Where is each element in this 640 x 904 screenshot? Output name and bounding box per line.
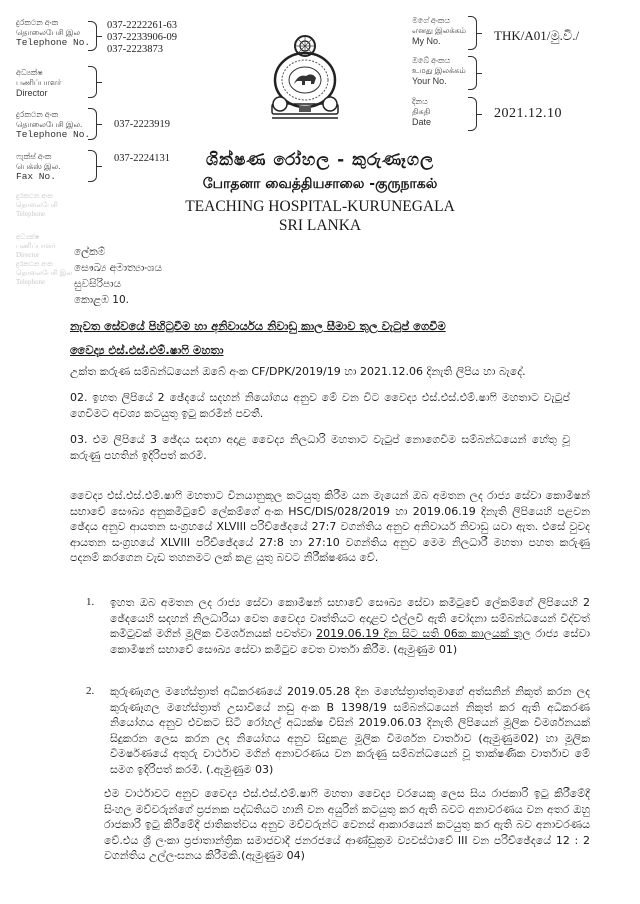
telephone-label-2: දුරකථන අංක தொலைபேசி இல. Telephone No. <box>16 110 91 140</box>
brace-icon <box>88 108 97 140</box>
brace-icon <box>88 66 97 98</box>
telephone-label-1: දුරකථන අංක தொலைபேசி இல Telephone No. <box>16 18 91 48</box>
national-emblem-icon <box>262 32 348 120</box>
list-number-2: 2. <box>86 685 95 697</box>
addressee-block: ලේකම් සෞඛ්‍ය අමාත්‍යාංශය සුවසිරිපාය කොළඹ 10. <box>74 246 162 306</box>
paragraph-final: එම වාර්ථාවට අනුව වෛද්‍ය එස්.එස්.එම්.ෂාෆි මහතා වෛද්‍ය වරයෙකු ලෙස සිය රාජකාරි ඉටු කිරීමේදී සිංහල මව්වරුන්ගේ ප්‍රජනක පද්ධතියට හානි වන අයුරින් කටයුතු කර ඇති බවට අනාවරණය වන අතර ඔහු රාජකාරි ඉටු කිරීමේදී ජාතිකත්වය අනුව මව්වරුන්ට වෙනස් ආකාරයෙන් කටයුතු කර ඇති බව අනාවරණය වේ.එය ශ්‍රී ලංකා ප්‍රජාතාන්ත්‍රික සමාජවාදී ජනරජයේ ආණ්ඩුක්‍රම ව්‍යවස්ථාවේ III වන පරිච්ඡේදයේ 12 : 2 වගන්තිය උල්ලංඝනය කිරීමකි.(ඇමුණුම 04) <box>104 787 590 863</box>
list-item-1: ඉහත ඔබ අමතන ලද රාජ්‍ය සේවා කොමිෂන් සභාවේ සෞඛ්‍ය සේවා කමිටුවේ ලේකම්ගේ ලිපියෙහි 2 ඡේදයෙහි සදහන් නිලධාරියා වෙත වෛද්‍ය වෘත්තියට අදාළව එල්ලවී ඇති චෝදනා සම්බන්ධයෙන් විද්වත් කමිටුවක් මගින් මූලික විමර්ශනයක් පවත්වා 2019.06.19 දින සිට සති 06ක කාලයක් තුල රාජ්‍ය සේවා කොමිෂන් සභාවේ සෞඛ්‍ය සේවා කමිටුව වෙත වාර්තා කිරීම. (ඇමුණුම 01) <box>110 596 590 656</box>
brace-icon <box>88 21 97 51</box>
paragraph-02: 02. ඉහත ලිපියේ 2 ඡේදයේ සදහන් නියෝගය අනුව මේ වන විට වෛද්‍ය එස්.එස්.එම්.ෂාෆි මහතාට වැටුප් ගෙවීමට අවශ්‍ය කටයුතු ඉටු කරමින් පවතී. <box>70 391 570 420</box>
fax-label: ෆැක්ස් අංක பெக்ஸ் இல. Fax No. <box>16 152 61 182</box>
fax-value: 037-2224131 <box>114 153 170 164</box>
hospital-name-english: TEACHING HOSPITAL-KURUNEGALA <box>185 198 455 215</box>
your-no-label: ඔබේ අංකය உமது இலக்கம் Your No. <box>412 56 466 86</box>
list-item-2: කුරුණෑගල මහේස්ත්‍රාත් අධිකරණයේ 2019.05.28 දින මහේස්ත්‍රාත්තුමාගේ අත්සනින් නිකුත් කරන ලද කුරුණෑගල මහේස්ත්‍රාත් උසාවියේ නඩු අංක B 1398/19 සම්බන්ධයෙන් නිකුත් කර ඇති අධිකරණ නියෝගය අනුව එවකට සිටි රෝහල් අධ්‍යක්ෂ විසින් 2019.06.03 දිනැති ලිපියෙන් මූලික විමර්ශනයක් සිදුකරන ලෙස කරන ලද නියෝගය අනුව සිදුකළ මූලික විමර්ශන වාර්තාව (ඇමුණුම02) හා මූලික විමර්ෂණයේ අතුරු වාර්ථාව මගින් අනාවරණය වන කරුණු සම්බන්ධයෙන් වූ තාක්ෂණික වාර්තාව මේ සමග ඉදිරිපත් කරමි. (.ඇමුණුම 03) <box>110 685 590 776</box>
country-name: SRI LANKA <box>278 217 362 234</box>
brace-icon <box>468 97 477 131</box>
date-label: දිනය திகதி Date <box>412 97 432 127</box>
list-number-1: 1. <box>86 596 95 608</box>
telephone-value-2: 037-2223919 <box>114 119 170 130</box>
hospital-name-tamil: போதனா வைத்தியசாலை -குருநாகல் <box>202 176 438 192</box>
paragraph-main: වෛද්‍ය එස්.එස්.එම්.ෂාෆි මහතාට විනයානුකූල කටයුතු කිරීම යන මැයෙන් ඔබ අමතන ලද රාජ්‍ය සේවා කොමිෂන් සභාවේ සෞඛ්‍ය අනුකමිටුවේ ලේකම්ගේ අංක HSC/DIS/028/2019 හා 2019.06.19 දිනැති ලිපියෙහි පළවන ඡේදය අනුව ආයතන සංග්‍රහයේ XLVIII පරිච්ඡේදයේ 27:7 වගන්තිය අනුව අනිවාර්ය නිවාඩු යවා ඇත. එසේ වුවද ආයතන සංග්‍රහයේ XLVIII පරිච්ඡේදයේ 27:8 හා 27:10 වගන්තිය අනුව මෙම නිලධාරී මහතා පහත කරුණු පදනම් කරගෙන වැඩ තහනමට ලක් කළ යුතු බවට නිරීක්ෂණය වේ. <box>70 489 590 565</box>
telephone-values-1: 037-2222261-63 037-2233906-09 037-2223873 <box>107 20 177 55</box>
director-label: අධ්‍යක්ෂ பணிப்பாளர் Director <box>16 68 62 98</box>
my-no-label: මගේ අංකය எனது இலக்கம் My No. <box>412 16 467 46</box>
faded-bleed-labels: දුරකථන අංක தொலைபேசி Telephone අධ්‍යක්ෂ பணிப்பாளர் Director දුරකථන අංක தொலைபேசி இல Telephone <box>16 192 73 286</box>
my-no-value: THK/A01/මු.වි./ <box>494 28 580 43</box>
brace-icon <box>468 16 477 50</box>
subject-heading: නැවත සේවයේ පිහිටුවීම හා අනිවාර්යය නිවාඩු කාල සීමාව තුල වැටුප් ගෙවීම වෛද්‍ය එස්.එස්.එම්.ෂාෆි මහතා <box>70 319 446 357</box>
brace-icon <box>468 56 477 90</box>
underlined-period: 2019.06.19 දින සිට සති 06ක කාලයක් තුල <box>316 627 531 641</box>
date-value: 2021.12.10 <box>494 106 562 121</box>
reference-paragraph: උක්ත කරුණ සම්බන්ධයෙන් ඔබේ අංක CF/DPK/2019/19 හා 2021.12.06 දිනැති ලිපිය හා බැදේ. <box>70 365 526 378</box>
paragraph-03: 03. එම ලිපියේ 3 ඡේදය සඳහා අදාළ වෛද්‍ය නිලධාරි මහතාට වැටුප් නොගෙවීම සම්බන්ධයෙන් හේතු වූ කරුණු පහතින් ඉදිරිපත් කරමි. <box>70 433 570 462</box>
hospital-name-sinhala: ශික්ෂණ රෝහල - කුරුණෑගල <box>205 150 435 170</box>
